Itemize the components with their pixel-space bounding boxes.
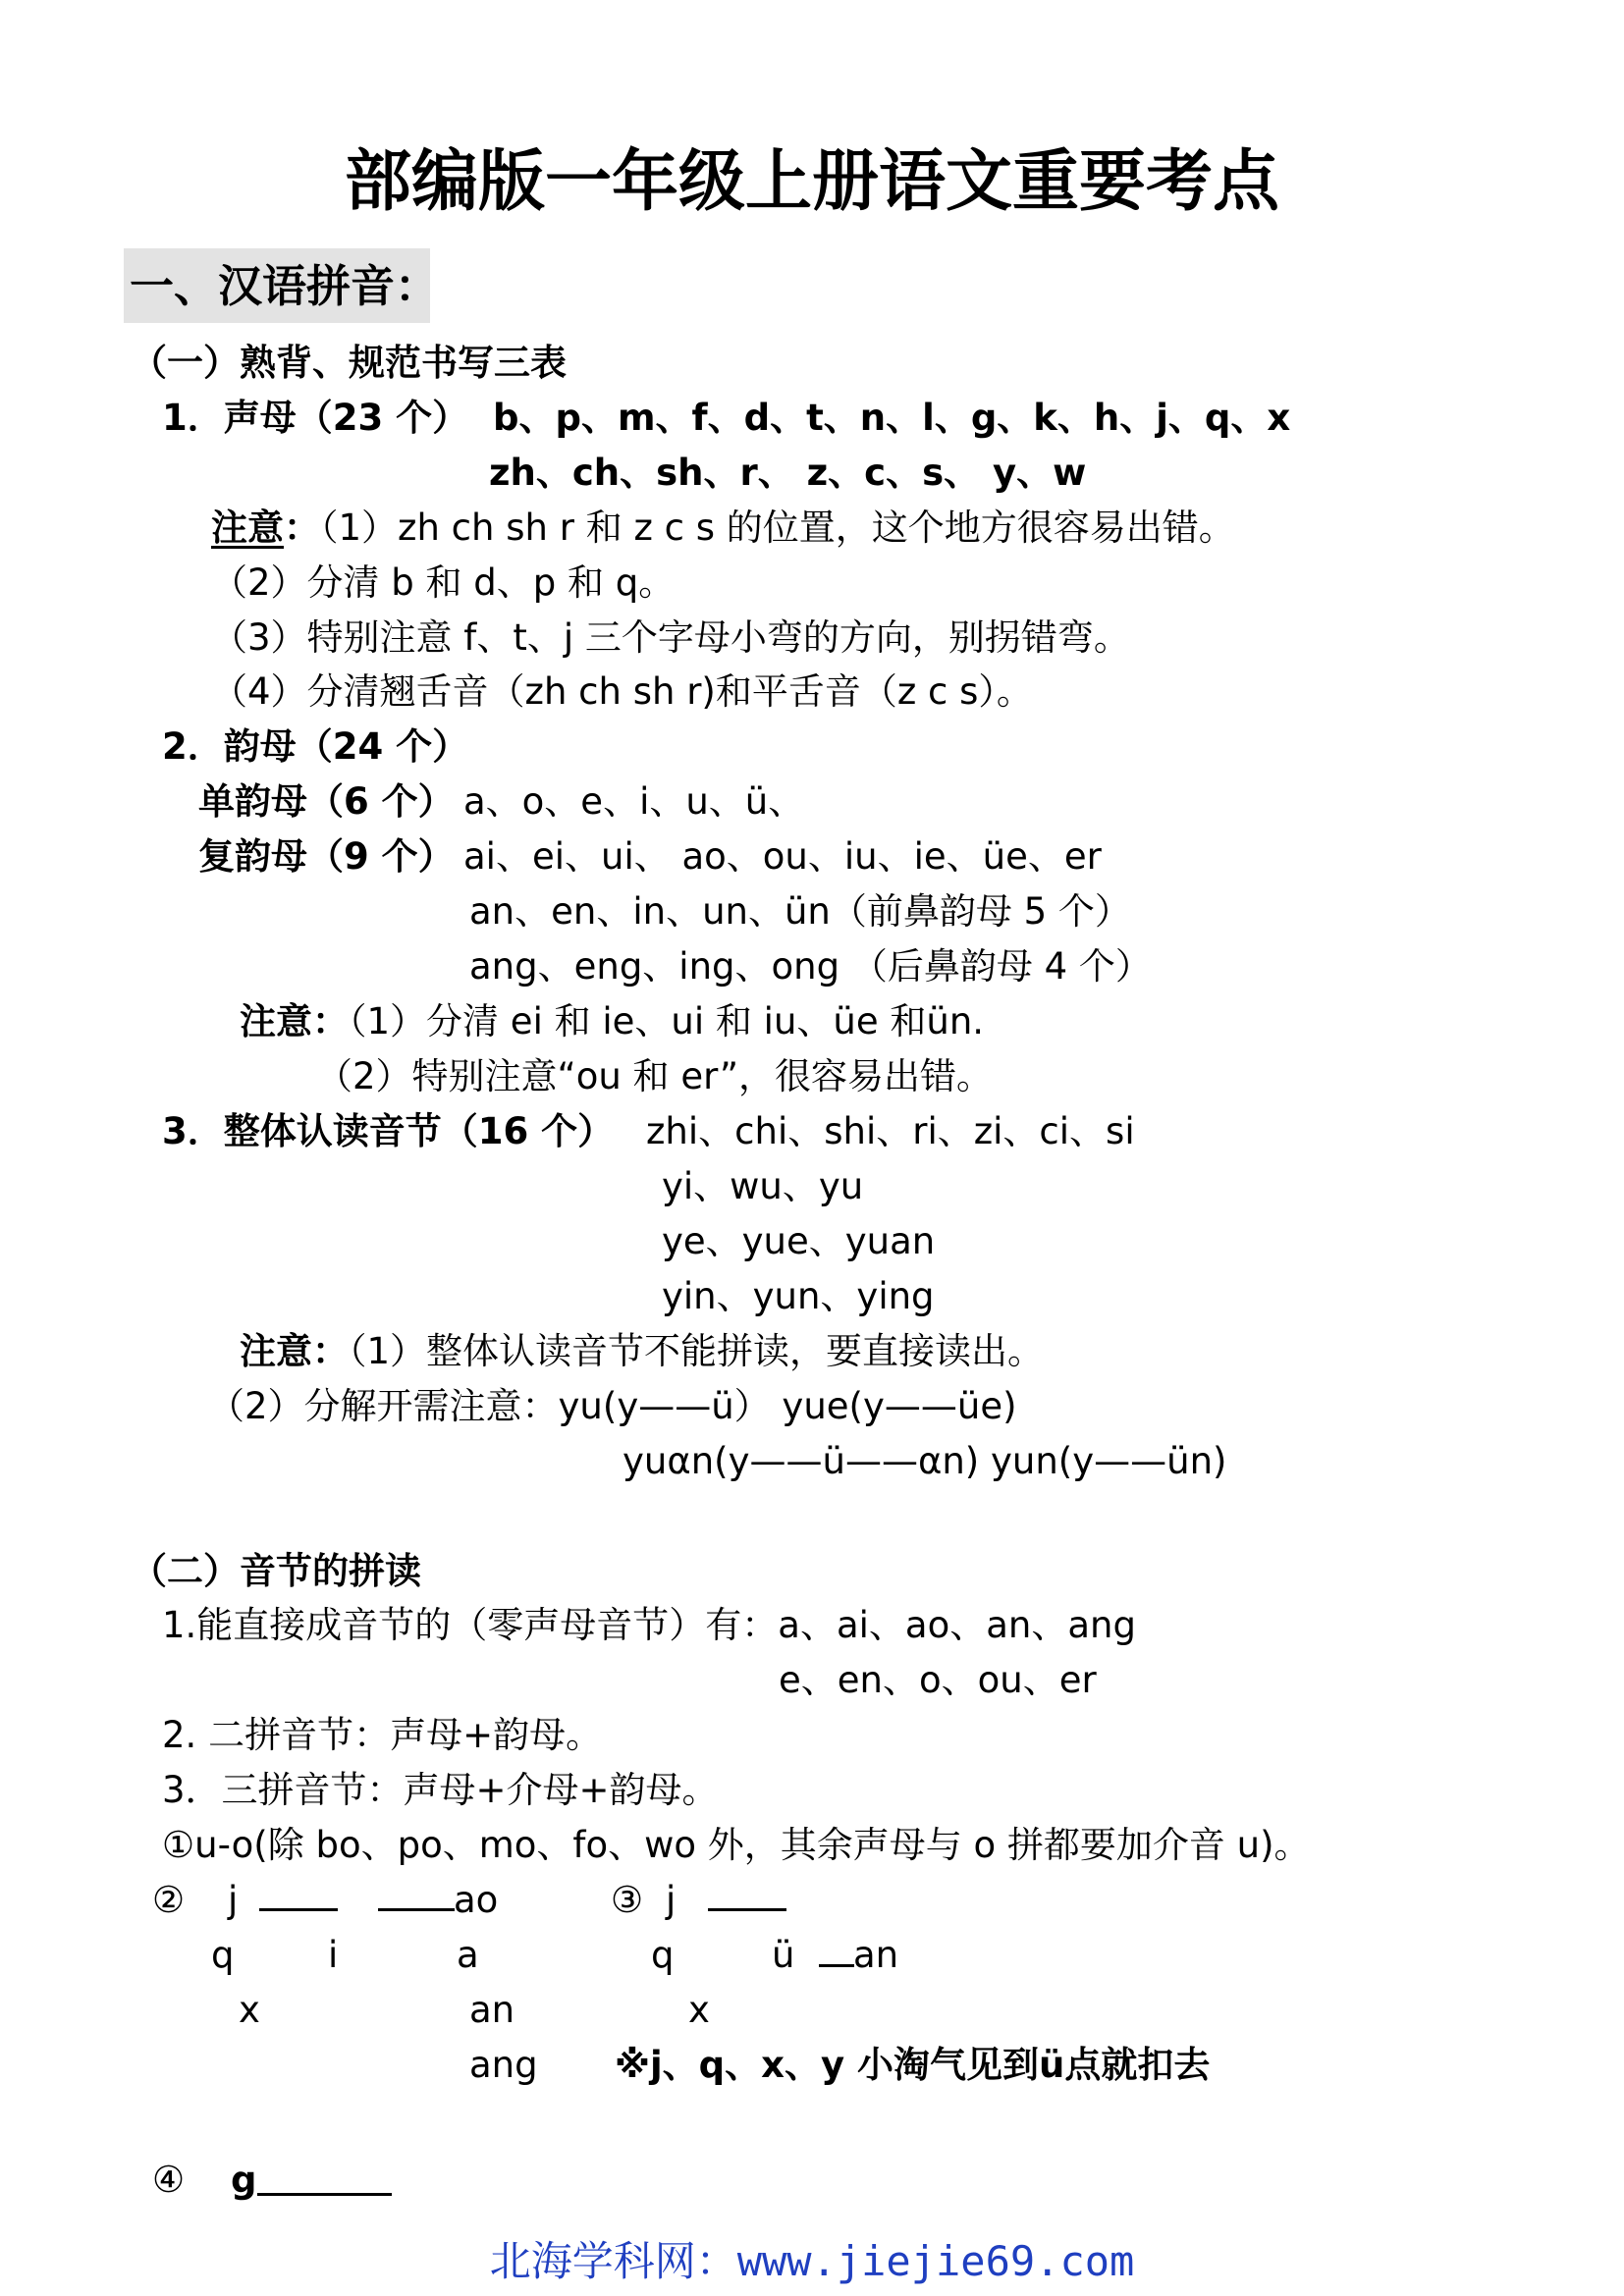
compound-finals-label: 复韵母（9 个）: [198, 835, 455, 878]
footer-watermark: [0, 2237, 1624, 2285]
page-title: 部编版一年级上册语文重要考点: [344, 143, 1279, 221]
part2-item3a: ①u-o(除 bo、po、mo、fo、wo 外，其余声母与 o 拼都要加介音 u)。: [162, 1824, 1311, 1866]
pinyin-rule: ※j、q、x、y 小淘气见到ü点就扣去: [615, 2044, 1211, 2086]
part1-heading: （一）熟背、规范书写三表: [131, 342, 567, 384]
simple-finals: a、o、e、i、u、ü、: [463, 780, 805, 823]
notes1-line1: [211, 507, 1235, 549]
initials-row1: b、p、m、f、d、t、n、l、g、k、h、j、q、x: [493, 397, 1291, 439]
simple-finals-label: 单韵母（6 个）: [198, 780, 455, 823]
back-nasal-finals: ang、eng、ing、ong （后鼻韵母 4 个）: [469, 945, 1152, 988]
notes3-item3: yuαn(y——ü——αn) yun(y——ün): [623, 1440, 1227, 1482]
section-heading-pinyin: [124, 248, 440, 323]
notes1-item2: （2）分清 b 和 d、p 和 q。: [211, 561, 676, 604]
notes3-item2: （2）分解开需注意：yu(y——ü） yue(y——üe): [208, 1385, 1017, 1427]
diagram3-initial-q: q: [651, 1934, 675, 1976]
footer-label: 北海学科网：: [489, 2237, 737, 2285]
diagram4-connector: [257, 2193, 392, 2196]
part2-item1: 1.能直接成音节的（零声母音节）有：a、ai、ao、an、ang: [162, 1604, 1136, 1646]
diagram4-initial-g: g: [231, 2159, 257, 2201]
diagram2-connector-right: [378, 1908, 455, 1911]
initials-row2: zh、ch、sh、r、 z、c、s、 y、w: [489, 452, 1087, 494]
notes3-label: 注意：: [240, 1330, 349, 1372]
notes2-label: 注意：: [240, 1000, 349, 1042]
diagram4-number: ④: [152, 2159, 186, 2201]
compound-finals: ai、ei、ui、 ao、ou、iu、ie、üe、er: [463, 835, 1102, 878]
part2-item2: 2. 二拼音节：声母+韵母。: [162, 1714, 603, 1756]
diagram2-final-an: an: [469, 1989, 515, 2031]
diagram3-final: an: [853, 1934, 899, 1976]
diagram2-final-ao: ao: [454, 1879, 499, 1921]
notes2-item2: （2）特别注意“ou 和 er”，很容易出错。: [316, 1055, 994, 1097]
notes2-line1: [240, 1000, 985, 1042]
notes2-item1: （1）分清 ei 和 ie、ui 和 iu、üe 和ün.: [349, 1000, 985, 1042]
diagram3-initial-j: j: [666, 1879, 677, 1921]
part2-heading: （二）音节的拼读: [131, 1550, 421, 1592]
initials-label: 1．声母（23 个）: [162, 397, 469, 439]
whole-syllables-row4: yin、yun、ying: [662, 1275, 935, 1317]
front-nasal-finals: an、en、in、un、ün（前鼻韵母 5 个）: [469, 890, 1131, 933]
diagram3-connector-final: [819, 1964, 854, 1967]
diagram3-medial: ü: [772, 1934, 795, 1976]
whole-syllables-row2: yi、wu、yu: [662, 1165, 864, 1207]
part2-item3: 3．三拼音节：声母+介母+韵母。: [162, 1769, 719, 1811]
whole-syllables-row3: ye、yue、yuan: [662, 1220, 936, 1262]
diagram2-final-a: a: [457, 1934, 479, 1976]
diagram3-number: ③: [611, 1879, 644, 1921]
section-heading-text: 一、汉语拼音：: [130, 260, 440, 312]
notes1-label: 注意: [211, 507, 284, 549]
notes1-colon: ：: [284, 507, 320, 549]
footer-url[interactable]: www.jiejie69.com: [736, 2237, 1135, 2285]
notes3-line1: [240, 1330, 1045, 1372]
notes1-item4: （4）分清翘舌音（zh ch sh r)和平舌音（z c s）。: [211, 670, 1033, 713]
diagram2-final-ang: ang: [469, 2044, 538, 2086]
notes1-item1: （1）zh ch sh r 和 z c s 的位置，这个地方很容易出错。: [320, 507, 1235, 549]
diagram2-initial-x: x: [239, 1989, 260, 2031]
part2-item1b: e、en、o、ou、er: [779, 1659, 1097, 1701]
whole-syllables-label: 3．整体认读音节（16 个）: [162, 1110, 615, 1152]
diagram3-initial-x: x: [688, 1989, 710, 2031]
diagram2-medial: i: [328, 1934, 339, 1976]
diagram2-connector-left: [259, 1908, 338, 1911]
diagram3-connector: [708, 1908, 786, 1911]
finals-label: 2．韵母（24 个）: [162, 725, 469, 768]
whole-syllables-row1: zhi、chi、shi、ri、zi、ci、si: [646, 1110, 1135, 1152]
diagram2-initial-j: j: [228, 1879, 239, 1921]
diagram2-initial-q: q: [211, 1934, 235, 1976]
diagram2-number: ②: [152, 1879, 186, 1921]
notes1-item3: （3）特别注意 f、t、j 三个字母小弯的方向，别拐错弯。: [211, 616, 1130, 659]
notes3-item1: （1）整体认读音节不能拼读，要直接读出。: [349, 1330, 1045, 1372]
